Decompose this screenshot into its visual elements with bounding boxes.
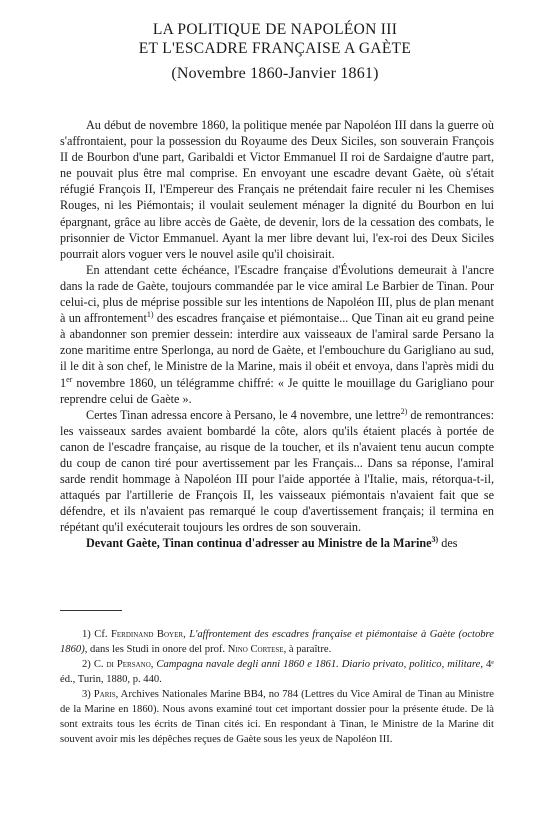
footnote-3-number: 3): [82, 689, 91, 700]
paragraph-2-part-2: des escadres française et piémontaise... Que Tinan ait eu grand peine à abandonner son premier dessein: interdire aux vaisseaux de l'amiral sarde Persano la zone maritime entre Sperlonga, au nord de Gaète, et l'embouchure du Garigliano au sud, il le dit à son chef, le Ministre de la Marine, mais il obéit et envoya, dans l'après midi du 1: [60, 311, 494, 390]
footnote-3-author: Paris: [93, 689, 116, 700]
footnote-2-end: , 4ᵉ éd., Turin, 1880, p. 440.: [60, 659, 495, 685]
paragraph-3: [60, 407, 494, 536]
paragraph-2: [60, 262, 494, 407]
footnote-1-prefix: Cf.: [94, 629, 108, 640]
paragraph-4-part-2: des: [441, 536, 458, 551]
footnote-ref-1: 1): [146, 310, 154, 320]
superscript-er: er: [66, 374, 73, 384]
footnote-1-number: 1): [82, 629, 91, 640]
paragraph-3-part-2: de remontrances: les vaisseaux sardes avaient bombardé la côte, alors qu'ils étaient placés à portée de canon de l'escadre française, au risque de la toucher, et ils n'avaient tenu aucun compte du coup de canon tiré pour avertissement par les Français... Dans sa réponse, l'amiral sarde rendit hommage à Napoléon III pour l'aide apportée à l'Italie, mais, rétorqua-t-il, attaqués par l'artillerie de François II, les vaisseaux piémontais n'avaient fait que se défendre, et ils n'avaient pas remarqué le coup d'avertissement français; il termina en répétant qu'il exécuterait toujours les ordres de son souverain.: [60, 407, 494, 535]
paragraph-2-part-1: En attendant cette échéance, l'Escadre française d'Évolutions demeurait à l'ancre dans la rade de Gaète, toujours commandée par le vice amiral Le Barbier de Tinan. Pour celui-ci, plus de méprise possible sur les intentions de Napoléon III, plus de plan menant à un affrontement: [60, 262, 494, 326]
title-line-1: LA POLITIQUE DE NAPOLÉON III: [152, 21, 398, 38]
footnote-2: 2) C. di Persano, Campagna navale degli anni 1860 e 1861. Diario privato, politico, militare, 4ᵉ éd., Turin, 1880, p. 440.: [60, 659, 495, 685]
footnote-ref-3: 3): [431, 535, 439, 545]
footnotes: [60, 627, 494, 747]
title-line-2: ET L'ESCADRE FRANÇAISE A GAÈTE: [138, 40, 412, 57]
footnote-3-text: , Archives Nationales Marine BB4, no 784 (Lettres du Vice Amiral de Tinan au Ministre de la Marine en 1860). Nous avons examiné tout cet important dossier pour la présente étude. De là sont extraits tous les écrits de Tinan cités ici. En respondant à Tinan, le Ministre de la Marine dit souvent avoir mis les dépêches reçues de Gaète sous les yeux de Napoléon III.: [60, 689, 494, 745]
body-text: [60, 117, 494, 552]
paragraph-2-part-3: novembre 1860, un télégramme chiffré: « Je quitte le mouillage du Garigliano pour reprendre celui de Gaète ».: [60, 375, 494, 406]
footnote-1-title: L'affrontement des escadres française et piémontaise à Gaète (octobre 1860): [60, 629, 494, 655]
footnote-ref-2: 2): [400, 406, 408, 416]
footnote-1-honoree: Nino Cortese: [227, 644, 284, 655]
footnote-2-title: Campagna navale degli anni 1860 e 1861. Diario privato, politico, militare: [156, 659, 481, 670]
paragraph-4-part-1: Devant Gaète, Tinan continua d'adresser au Ministre de la Marine: [86, 536, 432, 551]
paragraph-3-part-1: Certes Tinan adressa encore à Persano, le 4 novembre, une lettre: [86, 407, 401, 422]
footnote-1: 1) Cf. Ferdinand Boyer, L'affrontement des escadres française et piémontaise à Gaète (octobre 1860), dans les Studi in onore del prof. Nino Cortese, à paraître.: [60, 629, 494, 655]
footnote-2-author: C. di Persano: [93, 659, 151, 670]
footnote-1-end: , à paraître.: [283, 644, 332, 655]
footnote-1-author: Ferdinand Boyer: [111, 629, 184, 640]
footnote-1-tail: , dans les Studi in onore del prof.: [84, 644, 226, 655]
footnote-3: [60, 687, 494, 747]
paragraph-1: Au début de novembre 1860, la politique menée par Napoléon III dans la guerre où s'affrontaient, pour la possession du Royaume des Deux Siciles, son souverain François II de Bourbon d'une part, Garibaldi et Victor Emmanuel II roi de Sardaigne d'autre part, ne pouvait plus être mal comprise. En envoyant une escadre devant Gaète, où s'était réfugié François II, l'Empereur des Français ne prétendait faire reculer ni les Chemises Rouges, ni les Piémontais; il voulait seulement ménager la dignité du Bourbon en lui épargnant, grâce au libre accès de Gaète, de devenir, lors de la cessation des combats, le prisonnier de Victor Emmanuel. Ayant la mer libre devant lui, l'ex-roi des Deux Siciles pourrait alors voguer vers le nouvel asile qu'il choisirait.: [60, 118, 494, 261]
footnote-divider: [60, 610, 122, 611]
footnote-2-number: 2): [82, 659, 91, 670]
paragraph-4: [60, 535, 494, 551]
title-dates: (Novembre 1860-Janvier 1861): [171, 65, 379, 82]
